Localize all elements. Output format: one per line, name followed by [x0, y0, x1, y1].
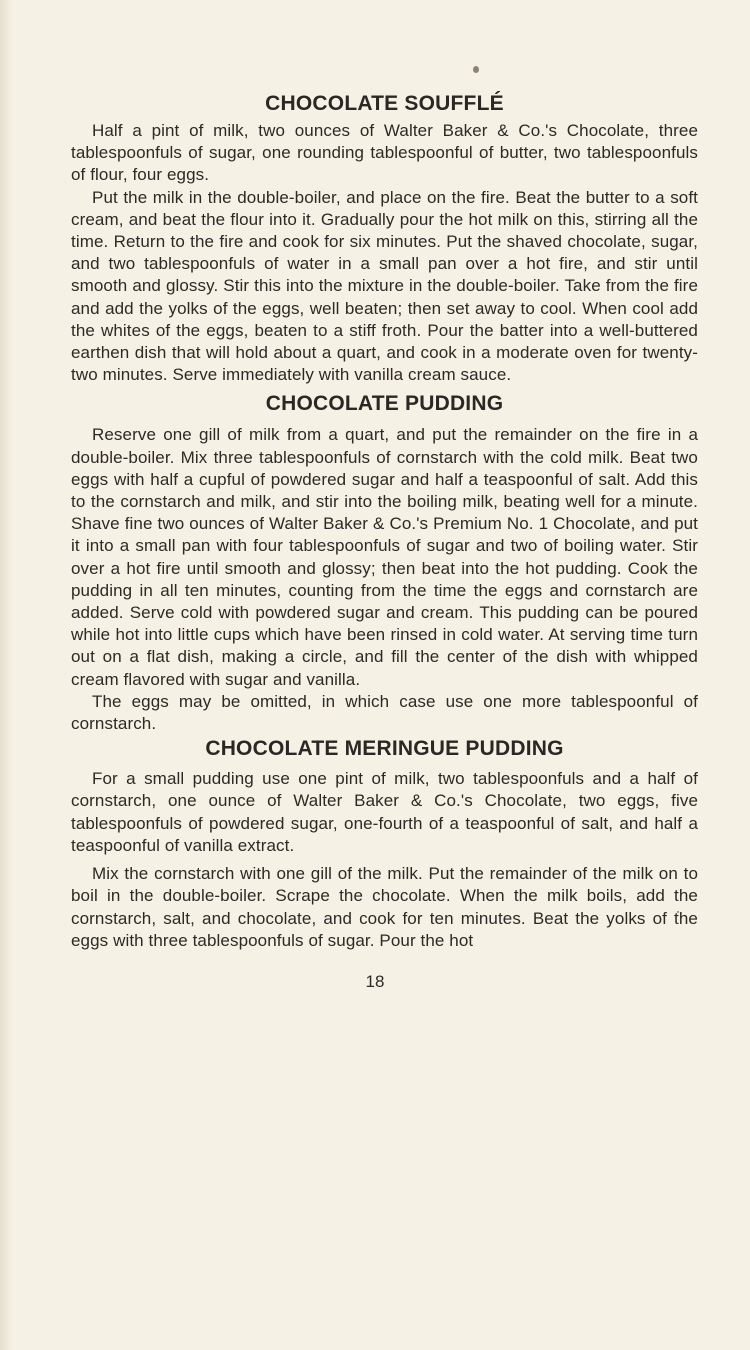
recipe-title: CHOCOLATE SOUFFLÉ: [265, 92, 504, 115]
page-number: 18: [365, 972, 385, 991]
recipe-title: CHOCOLATE MERINGUE PUDDING: [205, 737, 564, 761]
recipe-method: Reserve one gill of milk from a quart, and put the remainder on the fire in a double-boiler. Mix three tablespoonfuls of cornstarch with the cold milk. Beat two eggs with half a cupful of powdered sugar and half a teaspoonful of salt. Add this to the cornstarch and milk, and stir into the boiling milk, beating well for a minute. Shave fine two ounces of Walter Baker & Co.'s Premium No. 1 Chocolate, and put it into a small pan with four tablespoonfuls of sugar and two of boiling water. Stir over a hot fire until smooth and glossy; then beat into the hot pudding. Cook the pudding in all ten minutes, counting from the time the eggs and cornstarch are added. Serve cold with powdered sugar and cream. This pudding can be poured while hot into little cups which have been rinsed in cold water. At serving time turn out on a flat dish, making a circle, and fill the center of the dish with whipped cream flavored with sugar and vanilla.: [71, 425, 698, 689]
recipe-ingredients: For a small pudding use one pint of milk, two tablespoonfuls and a half of cornstarch, one ounce of Walter Baker & Co.'s Chocolate, two eggs, five tablespoonfuls of powdered sugar, one-fourth of a teaspoonful of salt, and half a teaspoonful of vanilla extract.: [71, 769, 698, 855]
recipe-method: Put the milk in the double-boiler, and place on the fire. Beat the butter to a soft cream, and beat the flour into it. Gradually pour the hot milk on this, stirring all the time. Return to the fire and cook for six minutes. Put the shaved chocolate, sugar, and two tablespoonfuls of water in a small pan over a hot fire, and stir until smooth and glossy. Stir this into the mixture in the double-boiler. Take from the fire and add the yolks of the eggs, well beaten; then set away to cool. When cool add the whites of the eggs, beaten to a stiff froth. Pour the batter into a well-buttered earthen dish that will hold about a quart, and cook in a moderate oven for twenty-two minutes. Serve immediately with vanilla cream sauce.: [71, 187, 698, 385]
recipe-chocolate-souffle: [71, 90, 698, 386]
recipe-chocolate-meringue-pudding: [71, 735, 698, 952]
recipe-note: The eggs may be omitted, in which case use one more tablespoonful of cornstarch.: [71, 691, 698, 734]
ink-speck: [473, 66, 479, 73]
page-binding-shadow: [0, 0, 12, 1350]
recipe-method: Mix the cornstarch with one gill of the milk. Put the remainder of the milk on to boil in the double-boiler. Scrape the chocolate. When the milk boils, add the cornstarch, salt, and chocolate, and cook for ten minutes. Beat the yolks of the eggs with three tablespoonfuls of sugar. Pour the hot: [71, 864, 698, 950]
recipe-title: CHOCOLATE PUDDING: [265, 392, 504, 416]
page-content: [71, 90, 698, 952]
recipe-chocolate-pudding: [71, 390, 698, 735]
recipe-ingredients: Half a pint of milk, two ounces of Walter Baker & Co.'s Chocolate, three tablespoonfuls of sugar, one rounding tablespoonful of butter, two tablespoonfuls of flour, four eggs.: [71, 121, 698, 185]
